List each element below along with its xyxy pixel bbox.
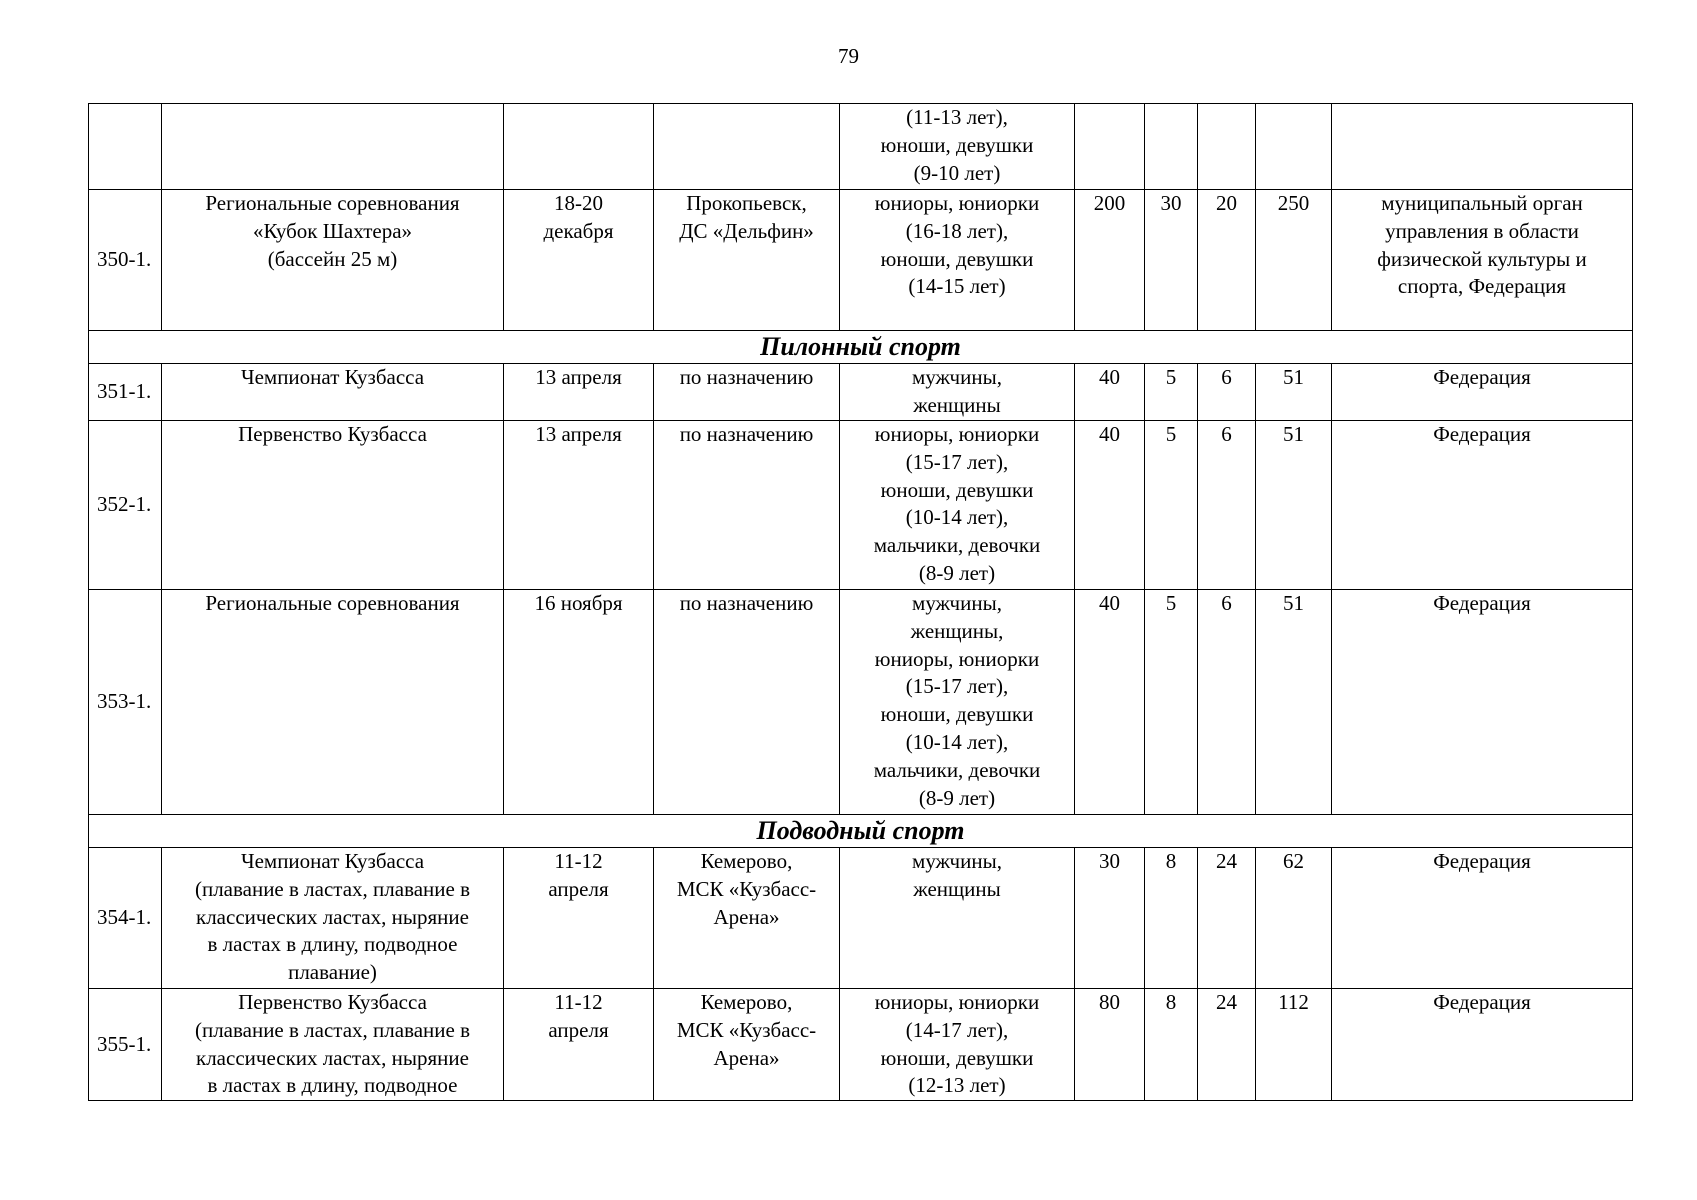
table-row [89,364,1633,421]
event-dates: 16 ноября [504,590,654,815]
count-col-2: 5 [1145,364,1198,421]
table-row [89,190,1633,331]
count-col-2: 30 [1145,190,1198,331]
event-name: Чемпионат Кузбасса (плавание в ластах, плавание в классических ластах, ныряние в ластах в длину, подводное плавание) [162,848,504,989]
count-col-2: 5 [1145,421,1198,590]
event-participants: мужчины, женщины [840,848,1075,989]
count-col-1: 30 [1075,848,1145,989]
event-name: Первенство Кузбасса (плавание в ластах, плавание в классических ластах, ныряние в ластах в длину, подводное [162,989,504,1101]
count-total: 250 [1256,190,1332,331]
count-col-1 [1075,104,1145,190]
count-col-2: 5 [1145,590,1198,815]
row-number: 353-1. [89,590,162,815]
section-row [89,331,1633,364]
row-number: 350-1. [89,190,162,331]
event-participants: юниоры, юниорки (14-17 лет), юноши, девушки (12-13 лет) [840,989,1075,1101]
event-place: по назначению [654,590,840,815]
count-col-3: 24 [1198,848,1256,989]
count-total [1256,104,1332,190]
event-place: Кемерово, МСК «Кузбасс- Арена» [654,989,840,1101]
event-participants: мужчины, женщины, юниоры, юниорки (15-17 лет), юноши, девушки (10-14 лет), мальчики, девочки (8-9 лет) [840,590,1075,815]
count-total: 51 [1256,421,1332,590]
event-organizer: Федерация [1332,364,1633,421]
event-place: Кемерово, МСК «Кузбасс- Арена» [654,848,840,989]
event-organizer: Федерация [1332,421,1633,590]
count-col-3 [1198,104,1256,190]
count-col-1: 200 [1075,190,1145,331]
row-number: 354-1. [89,848,162,989]
count-col-1: 40 [1075,364,1145,421]
section-row [89,815,1633,848]
section-heading-underwater: Подводный спорт [89,815,1633,848]
event-place: по назначению [654,421,840,590]
count-total: 112 [1256,989,1332,1101]
table-row [89,989,1633,1101]
event-place: по назначению [654,364,840,421]
event-organizer: Федерация [1332,848,1633,989]
table-row [89,104,1633,190]
event-name [162,104,504,190]
count-total: 51 [1256,590,1332,815]
count-col-2: 8 [1145,989,1198,1101]
count-col-2: 8 [1145,848,1198,989]
event-name: Первенство Кузбасса [162,421,504,590]
event-participants: юниоры, юниорки (15-17 лет), юноши, девушки (10-14 лет), мальчики, девочки (8-9 лет) [840,421,1075,590]
count-col-3: 6 [1198,590,1256,815]
count-col-1: 40 [1075,590,1145,815]
event-organizer: Федерация [1332,989,1633,1101]
count-total: 62 [1256,848,1332,989]
event-dates: 11-12 апреля [504,848,654,989]
events-table [88,103,1633,1101]
section-heading-pylon: Пилонный спорт [89,331,1633,364]
event-organizer: муниципальный орган управления в области физической культуры и спорта, Федерация [1332,190,1633,331]
count-col-3: 6 [1198,364,1256,421]
event-organizer: Федерация [1332,590,1633,815]
event-participants: юниоры, юниорки (16-18 лет), юноши, девушки (14-15 лет) [840,190,1075,331]
event-place [654,104,840,190]
count-total: 51 [1256,364,1332,421]
count-col-3: 6 [1198,421,1256,590]
event-dates: 11-12 апреля [504,989,654,1101]
row-number: 352-1. [89,421,162,590]
event-name: Чемпионат Кузбасса [162,364,504,421]
count-col-3: 20 [1198,190,1256,331]
table-row [89,421,1633,590]
event-dates: 13 апреля [504,364,654,421]
event-participants: (11-13 лет), юноши, девушки (9-10 лет) [840,104,1075,190]
event-dates: 13 апреля [504,421,654,590]
event-name: Региональные соревнования [162,590,504,815]
event-place: Прокопьевск, ДС «Дельфин» [654,190,840,331]
event-participants: мужчины, женщины [840,364,1075,421]
event-dates [504,104,654,190]
page-number: 79 [838,44,859,68]
event-organizer [1332,104,1633,190]
row-number [89,104,162,190]
count-col-3: 24 [1198,989,1256,1101]
row-number: 351-1. [89,364,162,421]
table-row [89,848,1633,989]
event-name: Региональные соревнования «Кубок Шахтера» (бассейн 25 м) [162,190,504,331]
count-col-2 [1145,104,1198,190]
row-number: 355-1. [89,989,162,1101]
table-row [89,590,1633,815]
event-dates: 18-20 декабря [504,190,654,331]
count-col-1: 40 [1075,421,1145,590]
count-col-1: 80 [1075,989,1145,1101]
